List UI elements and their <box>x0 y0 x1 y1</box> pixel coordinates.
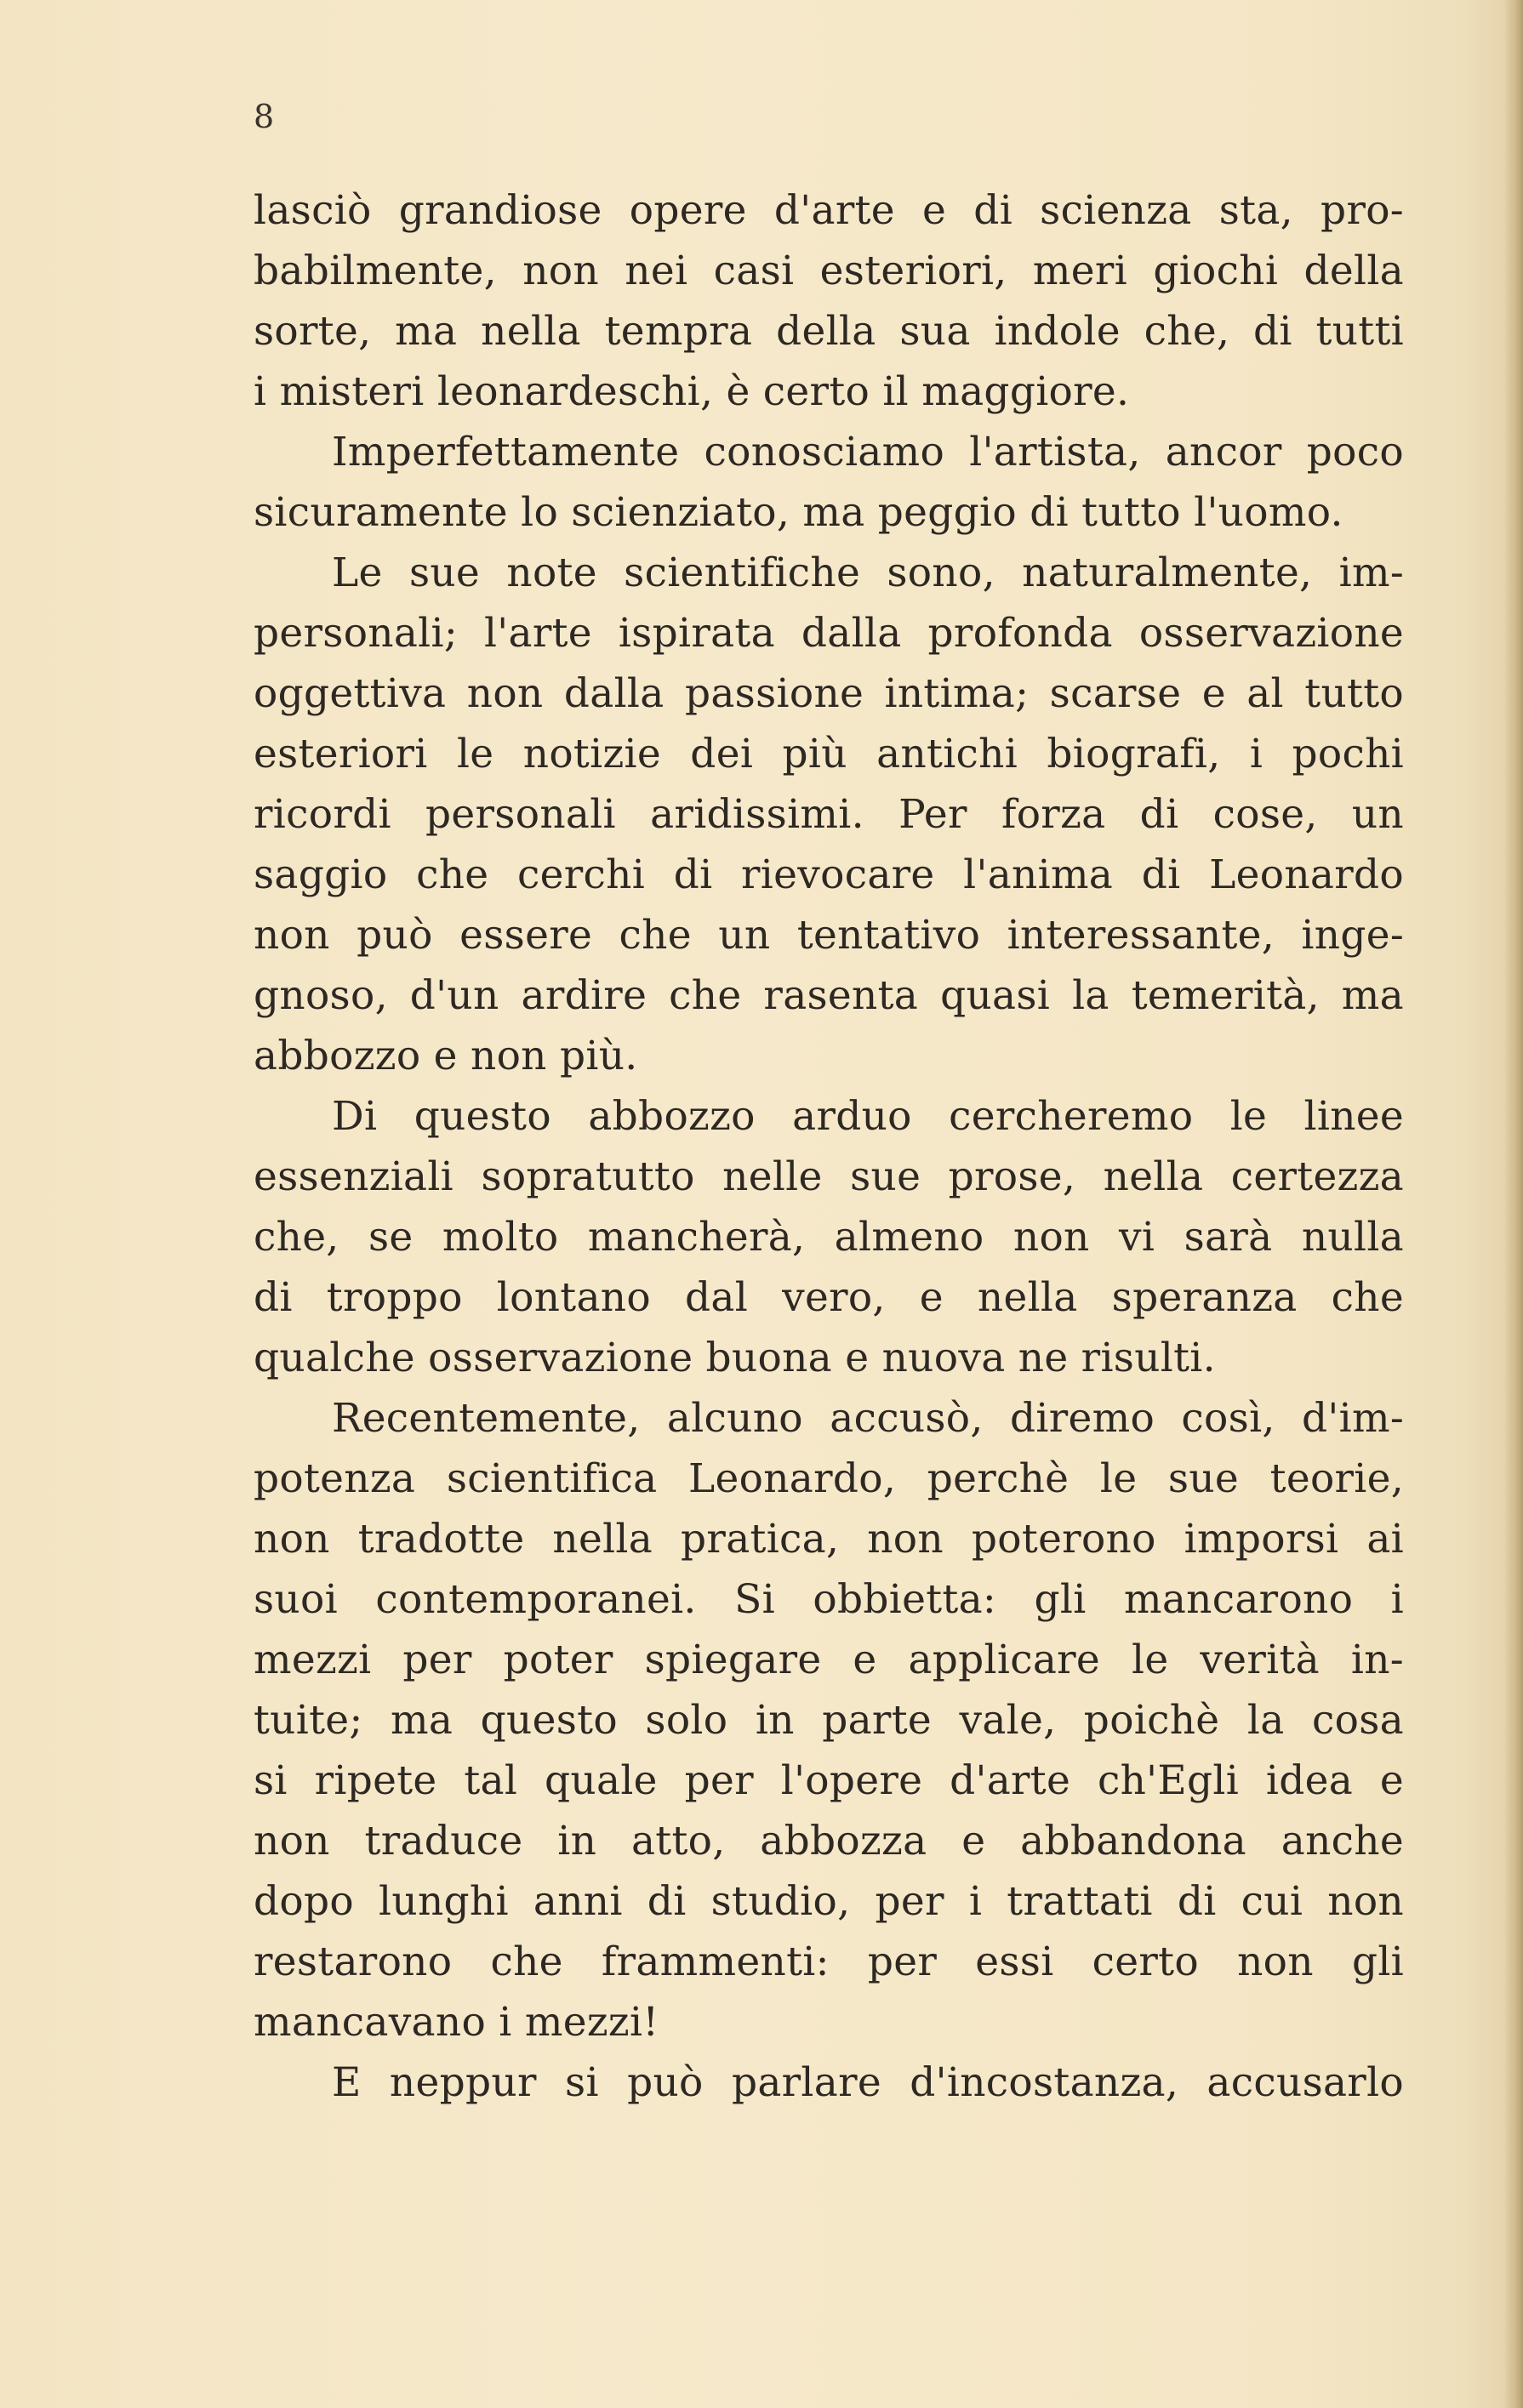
text-line: esteriori le notizie dei più antichi biografi, i pochi <box>254 731 1404 777</box>
text-line: saggio che cerchi di rievocare l'anima di Leonardo <box>254 851 1404 898</box>
text-line: ricordi personali aridissimi. Per forza di cose, un <box>254 791 1404 838</box>
text-line: personali; l'arte ispirata dalla profonda osservazione <box>254 610 1404 657</box>
text-line: babilmente, non nei casi esteriori, meri giochi della <box>254 248 1404 294</box>
text-line: lasciò grandiose opere d'arte e di scienza sta, pro- <box>254 187 1404 234</box>
text-line: oggettiva non dalla passione intima; scarse e al tutto <box>254 670 1404 717</box>
text-line: mezzi per poter spiegare e applicare le verità in- <box>254 1637 1404 1683</box>
text-line: qualche osservazione buona e nuova ne risulti. <box>254 1335 1216 1381</box>
text-line: non traduce in atto, abbozza e abbandona anche <box>254 1818 1404 1864</box>
page-number: 8 <box>254 98 275 135</box>
page-edge <box>1504 0 1523 2408</box>
text-line: di troppo lontano dal vero, e nella speranza che <box>254 1274 1404 1321</box>
text-line: Recentemente, alcuno accusò, diremo così, d'im- <box>332 1395 1404 1442</box>
text-line: che, se molto mancherà, almeno non vi sarà nulla <box>254 1214 1404 1261</box>
text-line: essenziali sopratutto nelle sue prose, nella certezza <box>254 1153 1404 1200</box>
text-line: Imperfettamente conosciamo l'artista, ancor poco <box>332 429 1404 475</box>
text-line: i misteri leonardeschi, è certo il maggiore. <box>254 368 1130 415</box>
text-line: Le sue note scientifiche sono, naturalmente, im- <box>332 549 1404 596</box>
text-line: dopo lunghi anni di studio, per i trattati di cui non <box>254 1878 1404 1925</box>
text-line: restarono che frammenti: per essi certo non gli <box>254 1938 1404 1985</box>
text-line: suoi contemporanei. Si obbietta: gli mancarono i <box>254 1576 1404 1623</box>
text-line: sicuramente lo scienziato, ma peggio di tutto l'uomo. <box>254 489 1343 536</box>
text-line: potenza scientifica Leonardo, perchè le sue teorie, <box>254 1455 1404 1502</box>
text-line: Di questo abbozzo arduo cercheremo le linee <box>332 1093 1404 1140</box>
text-line: gnoso, d'un ardire che rasenta quasi la temerità, ma <box>254 972 1404 1019</box>
text-line: non può essere che un tentativo interessante, inge- <box>254 912 1404 959</box>
text-line: si ripete tal quale per l'opere d'arte ch'Egli idea e <box>254 1757 1404 1804</box>
text-line: mancavano i mezzi! <box>254 1999 659 2046</box>
body-text <box>254 180 1404 2113</box>
text-line: sorte, ma nella tempra della sua indole che, di tutti <box>254 308 1404 355</box>
text-line: tuite; ma questo solo in parte vale, poichè la cosa <box>254 1697 1404 1744</box>
text-line: abbozzo e non più. <box>254 1033 638 1079</box>
text-line: E neppur si può parlare d'incostanza, accusarlo <box>332 2059 1404 2106</box>
text-line: non tradotte nella pratica, non poterono imporsi ai <box>254 1516 1404 1563</box>
